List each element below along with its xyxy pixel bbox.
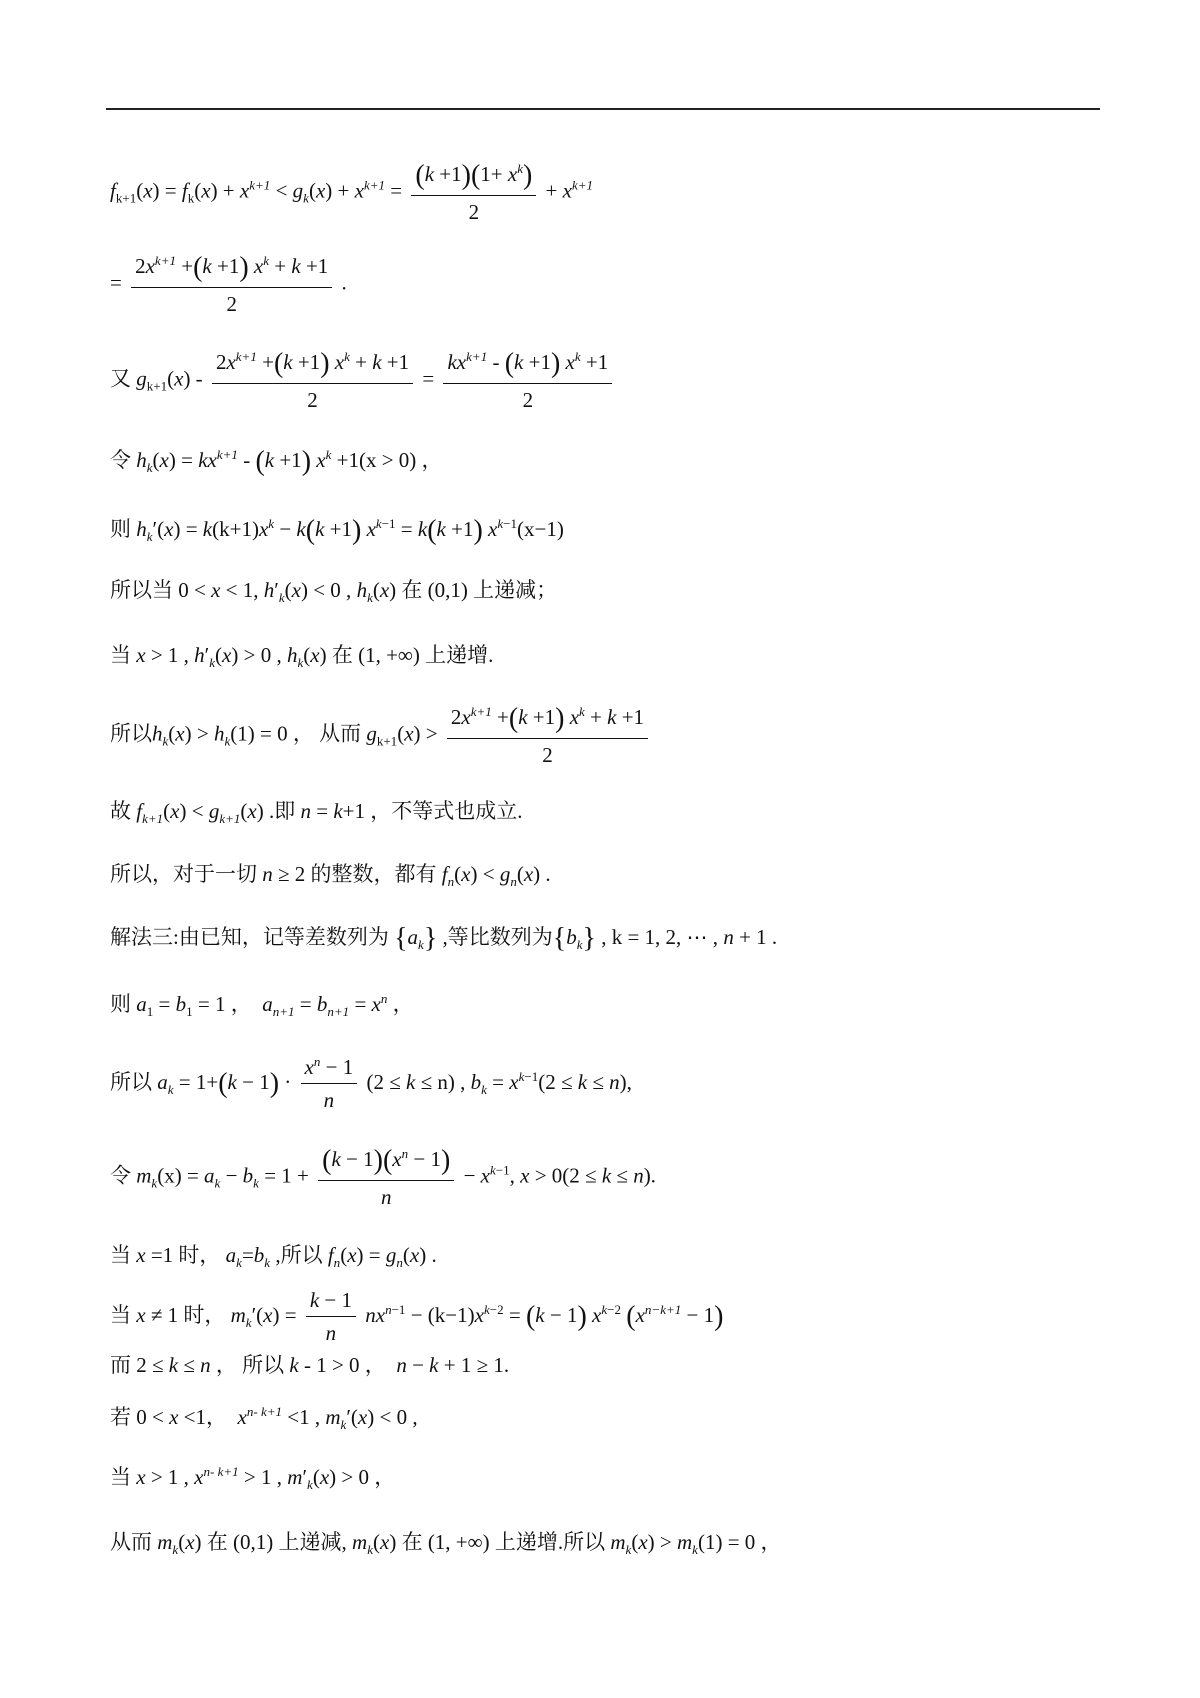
cjk-text: 解法三:由已知，记等差数列为: [110, 925, 389, 949]
equation-line-11: 解法三:由已知，记等差数列为 $\{a_k\}$ ,等比数列为$\{b_k\}$ , k = 1, 2, ⋯ , n + 1 .: [110, 923, 778, 954]
equation-line-2: = $\frac{2x^{k+1} +(k +1) x^k + k +1}{2}$ .: [110, 252, 347, 316]
cjk-text: 当: [110, 1302, 131, 1327]
cjk-text: 时，: [183, 1302, 226, 1327]
cjk-text: 所以: [110, 721, 152, 746]
cjk-text: 从而: [319, 721, 362, 746]
cjk-text: ,所以: [275, 1243, 323, 1267]
cjk-text: 当: [110, 1243, 131, 1267]
cjk-text: 当: [110, 1465, 131, 1489]
cjk-text: 则: [110, 517, 131, 541]
equation-line-20: 从而 $m_k(x)$ 在 (0,1) 上递减, $m_k(x)$ 在 (1, +∞) 上递增.所以 $m_k(x) > m_k(1) = 0$ ，: [110, 1530, 782, 1558]
equation-line-10: 所以，对于一切 n ≥ 2 的整数，都有 $f_n(x) < g_n(x)$ .: [110, 862, 551, 890]
cjk-text: 而: [110, 1353, 131, 1377]
cjk-text: 则: [110, 992, 131, 1016]
equation-line-14: 令 $m_k(x) = a_k - b_k = 1$ + $\frac{(k - 1)(x^n - 1)}{n}$ − $x^{k-1}$, x > 0(2 ≤ k ≤ n).: [110, 1145, 656, 1209]
equation-line-9: 故 $f_{k+1}(x) < g_{k+1}(x)$ .即 n = k+1 ，不等式也成立.: [110, 799, 523, 827]
cjk-text: 在: [331, 643, 353, 667]
equation-line-13: 所以 $a_k = 1+(k - 1)$ · $\frac{x^n - 1}{n}$ (2 ≤ k ≤ n) , $b_k = x^{k-1}(2 \le k \le n)$,: [110, 1054, 632, 1112]
equation-line-19: 当 x > 1 , $x^{n- k+1} > 1$ , $m'_k(x) > 0$ ，: [110, 1464, 396, 1493]
cjk-text: ，: [292, 721, 314, 746]
cjk-text: 当: [110, 643, 131, 667]
equation-line-15: 当 x =1 时， $a_k=b_k$ ,所以 $f_n(x) = g_n(x)$ .: [110, 1243, 437, 1271]
cjk-text: 时，: [178, 1243, 221, 1267]
cjk-text: 在: [206, 1530, 228, 1554]
equation-line-18: 若 0 < x <1， $x^{n- k+1} <1$ , $m_k'(x) < 0$ ,: [110, 1404, 418, 1433]
cjk-text: 所以: [242, 1353, 285, 1377]
header-rule: [106, 108, 1100, 110]
cjk-text: 在: [401, 578, 423, 602]
cjk-text: 从而: [110, 1530, 152, 1554]
cjk-text: 的整数，都有: [310, 862, 437, 886]
cjk-text: 所以，对于一切: [110, 862, 257, 886]
cjk-text: 上递增.所以: [494, 1530, 606, 1554]
equation-line-5: 则 $h_k'(x) = k(k+1)x^k - k(k +1) x^{k-1} = k(k +1)$ $x^{k-1}(x-1)$: [110, 515, 564, 546]
cjk-text: 若: [110, 1405, 131, 1429]
cjk-text: 在: [401, 1530, 423, 1554]
cjk-text: 上递增.: [425, 643, 494, 667]
equation-line-6: 所以当 0 < x < 1, $h'_k(x) < 0$ , $h_k(x)$ 在 (0,1) 上递减；: [110, 578, 558, 606]
cjk-text: 上递减,: [278, 1530, 347, 1554]
cjk-text: ，不等式也成立.: [370, 799, 523, 823]
equation-line-4: 令 $h_k(x) = kx^{k+1} - (k +1)$ $x^k +1(x > 0)$ ，: [110, 446, 443, 477]
equation-line-1: $f_{k+1}(x) = f_k(x) + x^{k+1} < g_k(x) + x^{k+1}$ = $\frac{(k +1)(1+ x^k)}{2}$ + $x^{k+1}$: [110, 160, 594, 224]
cjk-text: 故: [110, 799, 131, 823]
cjk-text: 令: [110, 448, 131, 472]
cjk-text: 令: [110, 1163, 131, 1188]
cjk-text: .即: [269, 799, 296, 823]
equation-line-16: 当 x ≠ 1 时， $m_k'(x)$ = $\frac{k - 1}{n}$ $nx^{n-1} - (k-1)x^{k-2} = (k - 1)$ $x^{k-2}$ $(x^{n-k+1} - 1)$: [110, 1288, 724, 1345]
equation-line-3: 又 $g_{k+1}(x)$ - $\frac{2x^{k+1} +(k +1) x^k + k +1}{2}$ = $\frac{kx^{k+1} - (k +1) x^k +1}{2}$: [110, 348, 616, 413]
cjk-text: 又: [110, 366, 131, 391]
equation-line-12: 则 $a_1 = b_1 = 1$ ， $a_{n+1} = b_{n+1} = x^n$ ，: [110, 991, 414, 1020]
cjk-text: 所以: [110, 1069, 152, 1094]
equation-line-7: 当 x > 1 , $h'_k(x) > 0$ , $h_k(x)$ 在 (1, +∞) 上递增.: [110, 643, 494, 671]
equation-line-17: 而 2 ≤ k ≤ n ， 所以 k - 1 > 0 ， n − k + 1 ≥ 1.: [110, 1353, 510, 1377]
cjk-text: ,等比数列为: [442, 925, 553, 949]
equation-line-8: 所以$h_k(x) > h_k(1) = 0$ ， 从而 $g_{k+1}(x)$ > $\frac{2x^{k+1} +(k +1) x^k + k +1}{2}$: [110, 703, 652, 768]
cjk-text: 所以当: [110, 578, 173, 602]
cjk-text: 上递减；: [473, 578, 558, 602]
